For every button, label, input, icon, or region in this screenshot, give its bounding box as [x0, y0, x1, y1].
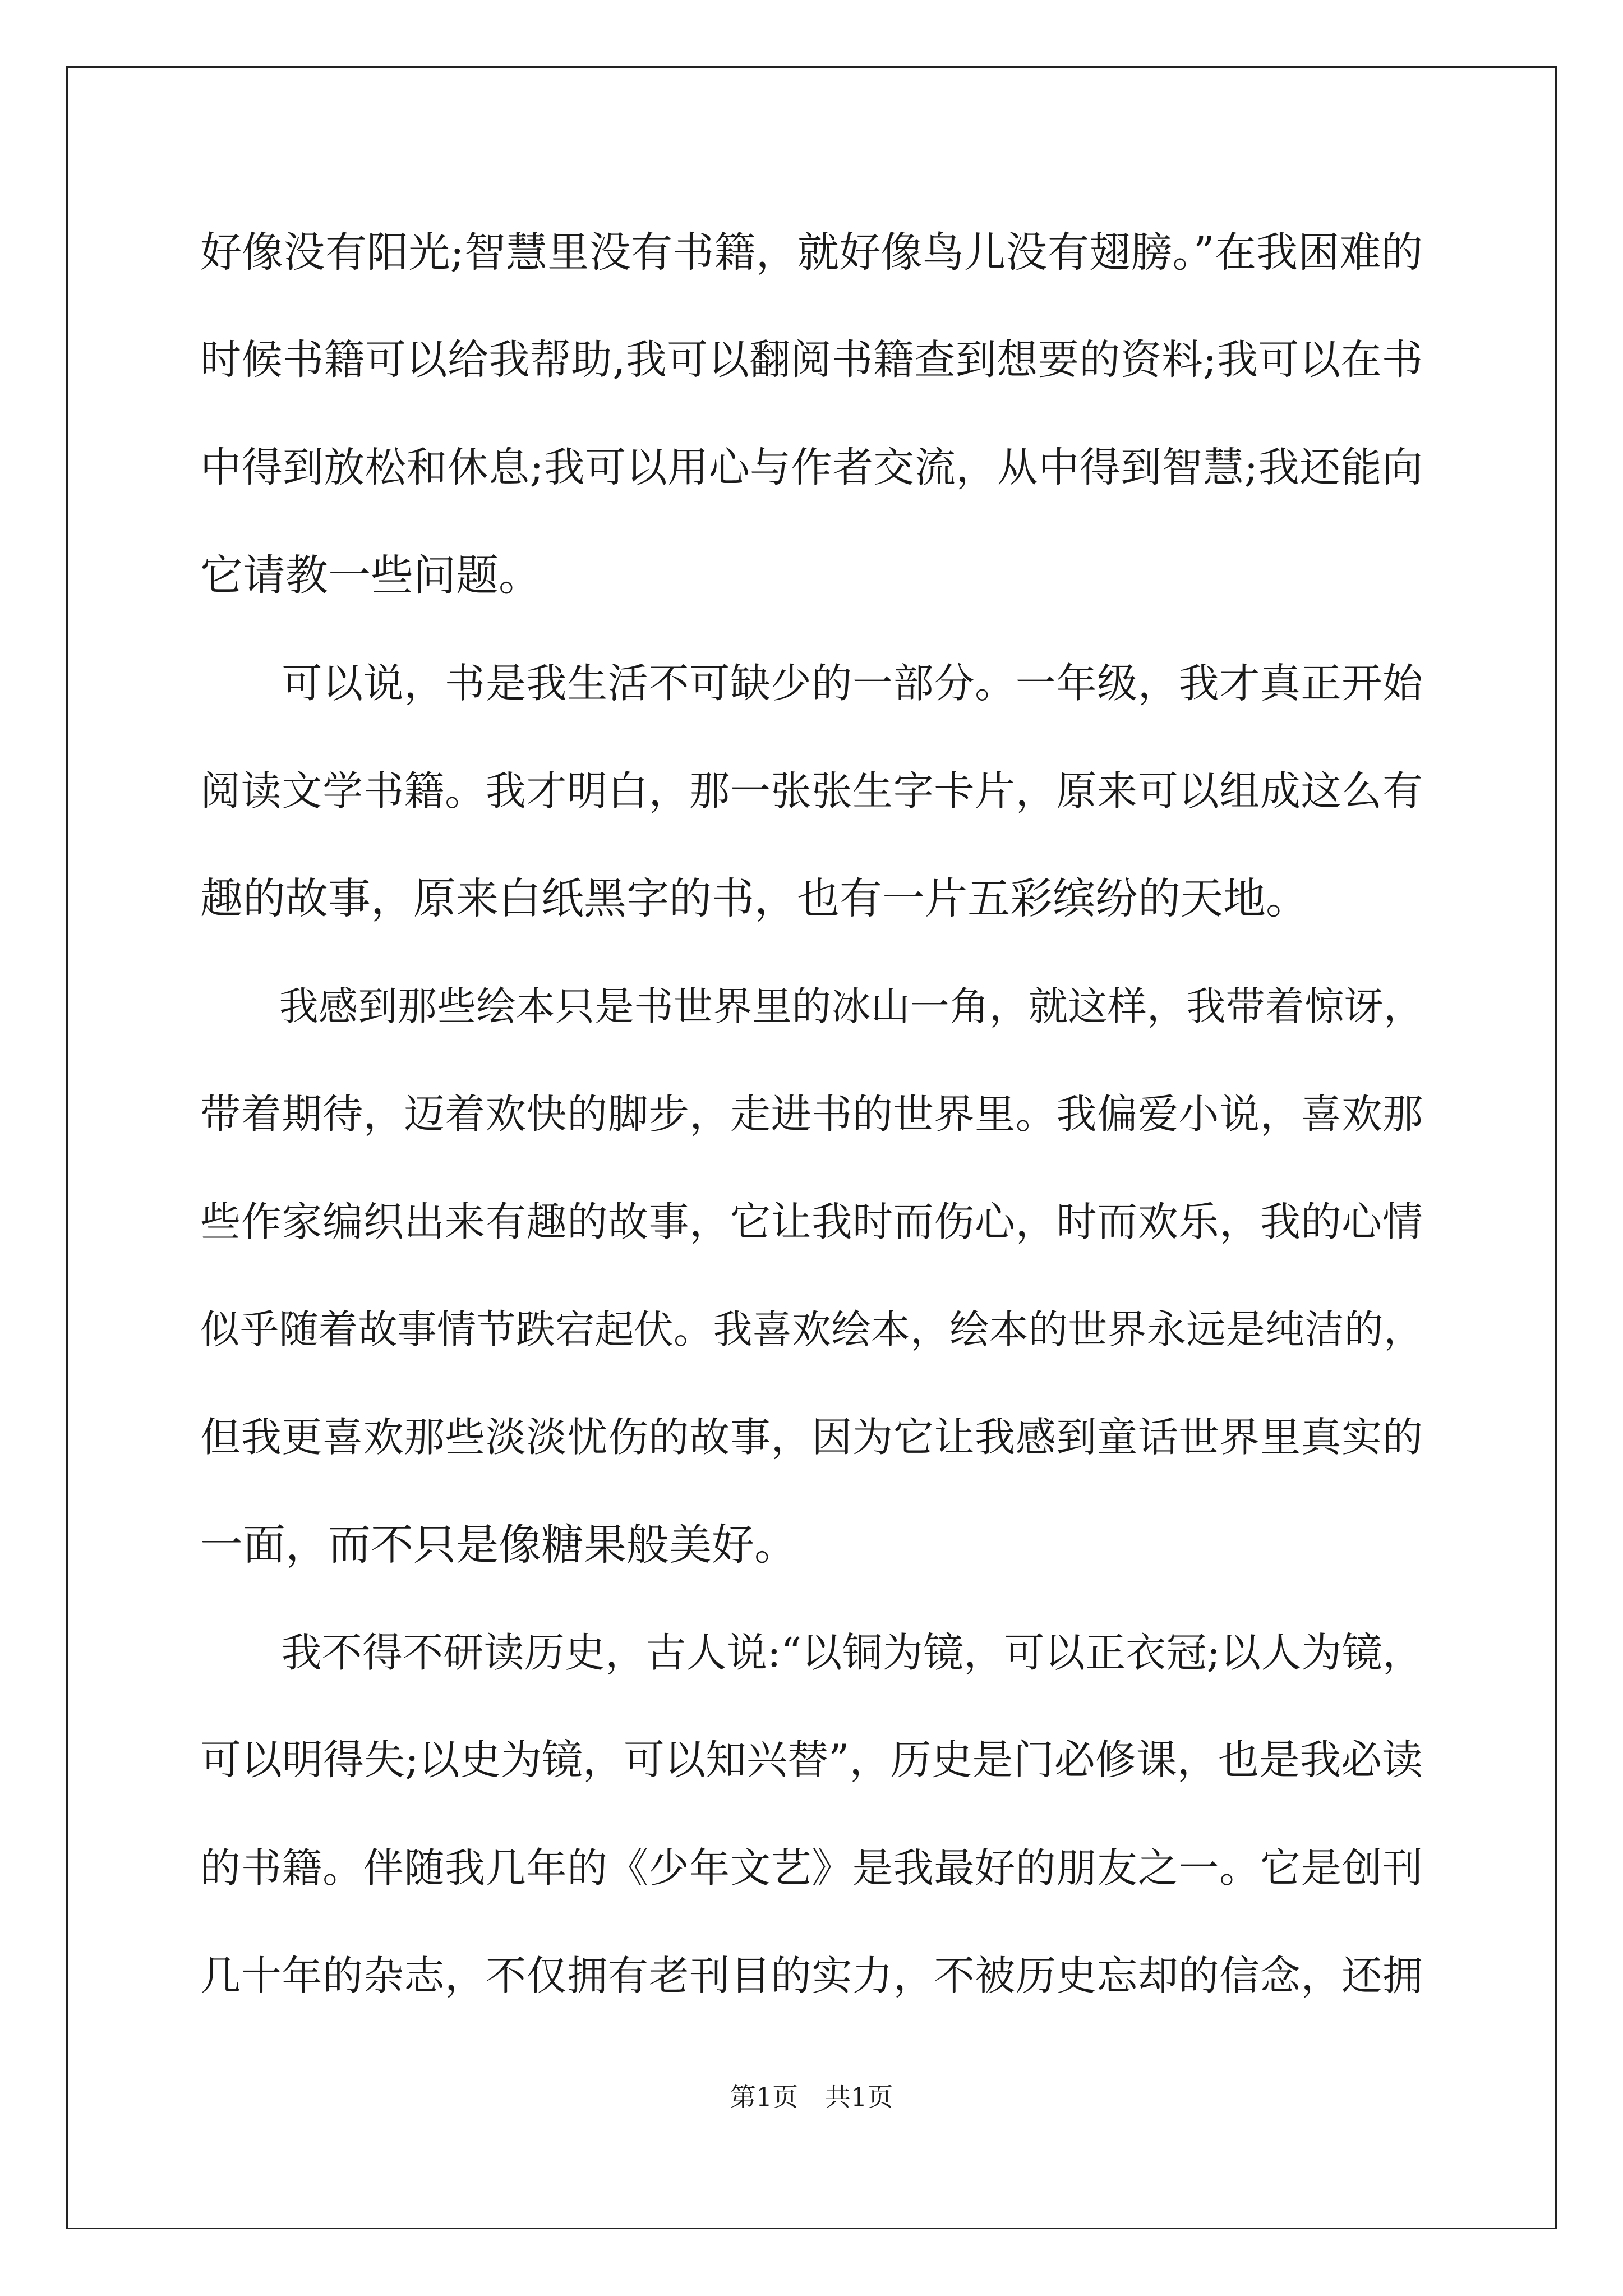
text-line: 可以说，书是我生活不可缺少的一部分。一年级，我才真正开始 [200, 660, 1423, 707]
page-footer [0, 2080, 1623, 2114]
text-line: 的书籍。伴随我几年的《少年文艺》是我最好的朋友之一。它是创刊 [200, 1844, 1423, 1892]
text-line: 一面，而不只是像糖果般美好。 [200, 1520, 797, 1570]
page-number: 第1页 [730, 2082, 798, 2112]
text-line: 可以明得失;以史为镜，可以知兴替”，历史是门必修课，也是我必读 [200, 1736, 1423, 1784]
text-line: 我感到那些绘本只是书世界里的冰山一角，就这样，我带着惊讶， [200, 983, 1423, 1029]
text-line: 些作家编织出来有趣的故事，它让我时而伤心，时而欢乐，我的心情 [200, 1198, 1423, 1245]
text-line: 好像没有阳光;智慧里没有书籍，就好像鸟儿没有翅膀。”在我困难的 [200, 228, 1423, 277]
text-line: 几十年的杂志，不仅拥有老刊目的实力，不被历史忘却的信念，还拥 [200, 1952, 1423, 1999]
text-line: 中得到放松和休息;我可以用心与作者交流，从中得到智慧;我还能向 [200, 444, 1423, 491]
text-line: 它请教一些问题。 [200, 550, 541, 600]
text-line: 但我更喜欢那些淡淡忧伤的故事，因为它让我感到童话世界里真实的 [200, 1414, 1423, 1461]
text-line: 我不得不研读历史，古人说:“以铜为镜，可以正衣冠;以人为镜， [200, 1629, 1423, 1676]
text-line: 时候书籍可以给我帮助,我可以翻阅书籍查到想要的资料;我可以在书 [200, 336, 1423, 384]
page-total: 共1页 [825, 2082, 893, 2112]
text-line: 带着期待，迈着欢快的脚步，走进书的世界里。我偏爱小说，喜欢那 [200, 1091, 1423, 1138]
document-body [200, 208, 1423, 2039]
text-line: 趣的故事，原来白纸黑字的书，也有一片五彩缤纷的天地。 [200, 873, 1308, 923]
text-line: 似乎随着故事情节跌宕起伏。我喜欢绘本，绘本的世界永远是纯洁的， [200, 1306, 1423, 1352]
text-line: 阅读文学书籍。我才明白，那一张张生字卡片，原来可以组成这么有 [200, 767, 1423, 815]
